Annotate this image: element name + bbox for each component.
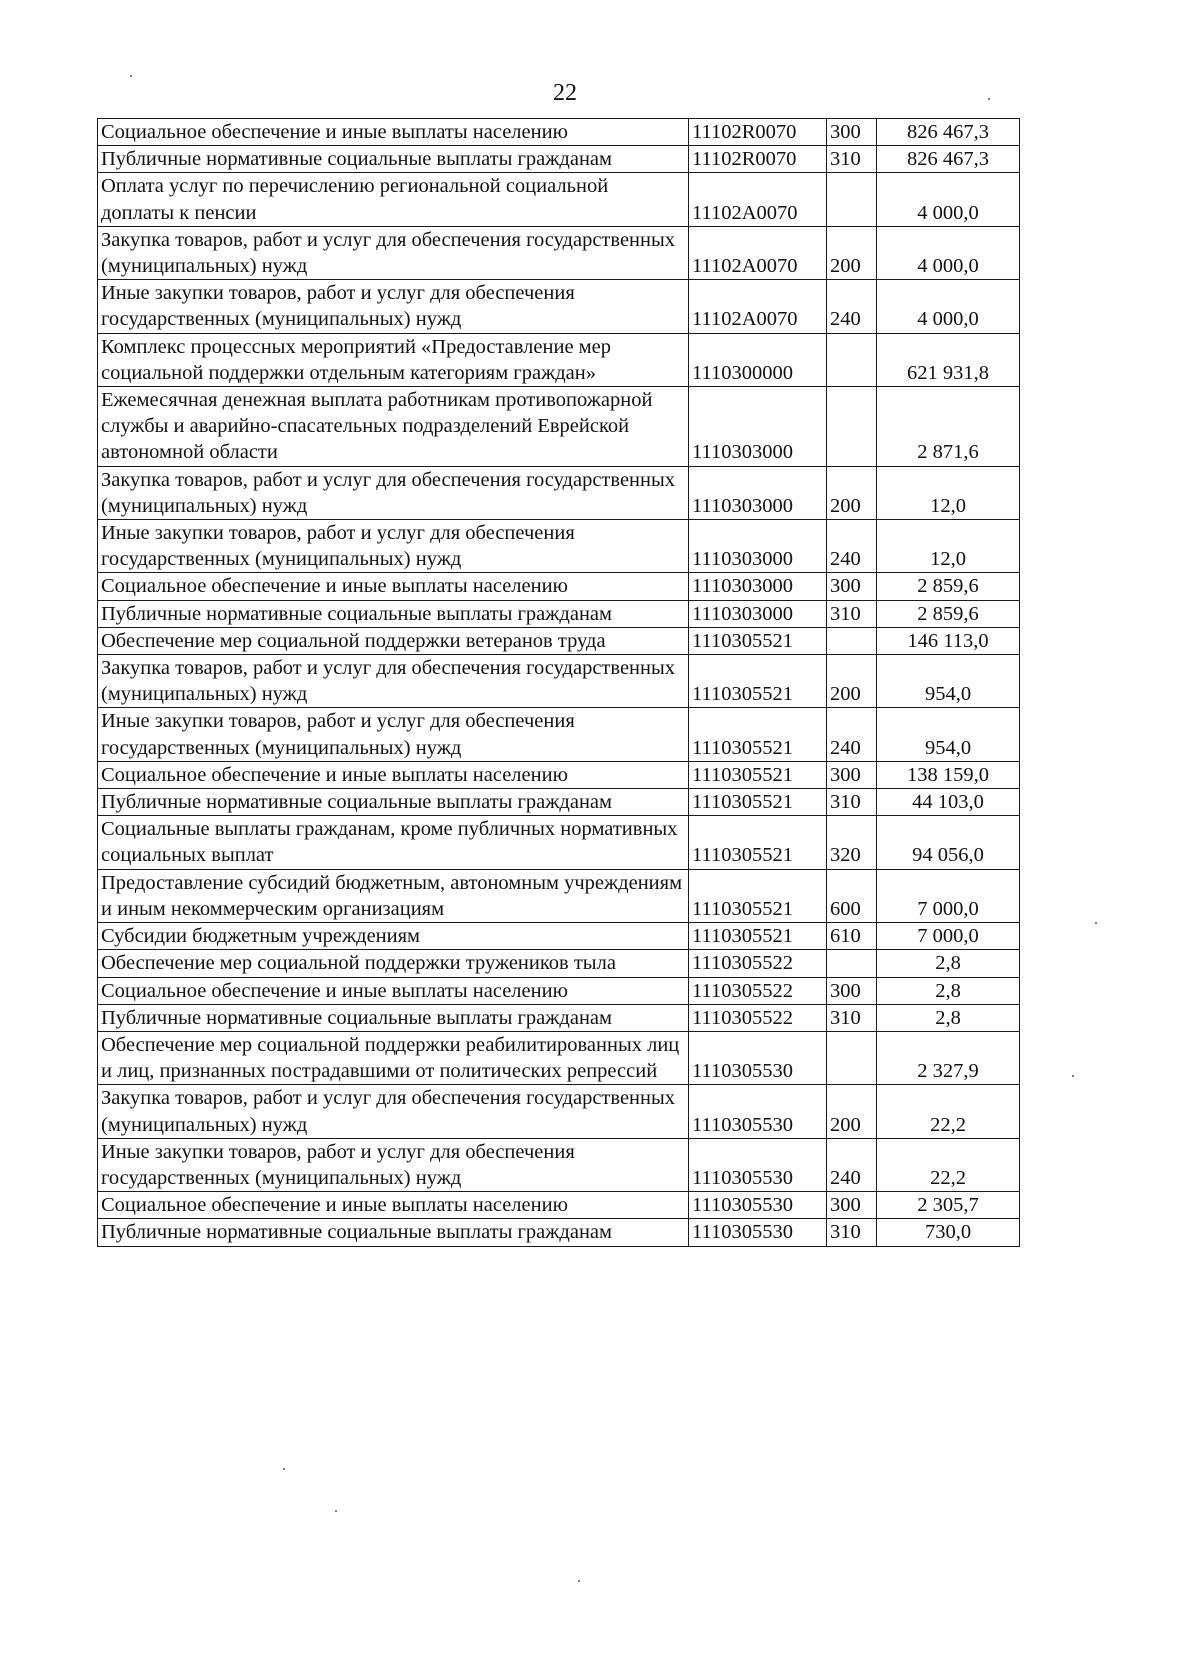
row-sum-cell: 954,0 <box>877 708 1020 761</box>
row-expense-kind-cell: 300 <box>827 1192 877 1219</box>
row-code-cell: 11102A0070 <box>689 226 827 279</box>
row-sum-cell: 22,2 <box>877 1138 1020 1191</box>
table-row <box>98 1085 1020 1138</box>
table-row <box>98 869 1020 922</box>
row-code-cell: 1110305522 <box>689 950 827 977</box>
row-sum-cell: 7 000,0 <box>877 923 1020 950</box>
row-name-cell: Иные закупки товаров, работ и услуг для обеспечения государственных (муниципальных) нужд <box>98 708 689 761</box>
row-sum-cell: 44 103,0 <box>877 789 1020 816</box>
table-row <box>98 600 1020 627</box>
row-name-cell: Публичные нормативные социальные выплаты гражданам <box>98 789 689 816</box>
row-expense-kind-cell <box>827 173 877 226</box>
row-code-cell: 1110305521 <box>689 761 827 788</box>
row-code-cell: 1110305530 <box>689 1219 827 1246</box>
row-sum-cell: 2 327,9 <box>877 1031 1020 1084</box>
table-row <box>98 119 1020 146</box>
table-row <box>98 280 1020 333</box>
row-expense-kind-cell <box>827 627 877 654</box>
row-code-cell: 1110305521 <box>689 708 827 761</box>
row-code-cell: 1110305522 <box>689 977 827 1004</box>
table-row <box>98 387 1020 467</box>
row-expense-kind-cell <box>827 950 877 977</box>
row-sum-cell: 146 113,0 <box>877 627 1020 654</box>
row-sum-cell: 2 305,7 <box>877 1192 1020 1219</box>
row-name-cell: Социальное обеспечение и иные выплаты населению <box>98 977 689 1004</box>
row-name-cell: Ежемесячная денежная выплата работникам противопожарной службы и аварийно-спасательных подразделений Еврейской автономной области <box>98 387 689 467</box>
row-sum-cell: 2,8 <box>877 977 1020 1004</box>
row-expense-kind-cell <box>827 387 877 467</box>
row-sum-cell: 7 000,0 <box>877 869 1020 922</box>
row-expense-kind-cell <box>827 333 877 386</box>
row-sum-cell: 4 000,0 <box>877 226 1020 279</box>
row-expense-kind-cell: 610 <box>827 923 877 950</box>
row-name-cell: Социальное обеспечение и иные выплаты населению <box>98 119 689 146</box>
row-sum-cell: 4 000,0 <box>877 173 1020 226</box>
budget-table-body <box>98 119 1020 1247</box>
table-row <box>98 226 1020 279</box>
row-expense-kind-cell: 240 <box>827 708 877 761</box>
scan-speck <box>988 98 990 100</box>
row-name-cell: Обеспечение мер социальной поддержки тружеников тыла <box>98 950 689 977</box>
row-sum-cell: 4 000,0 <box>877 280 1020 333</box>
row-expense-kind-cell: 240 <box>827 520 877 573</box>
row-name-cell: Иные закупки товаров, работ и услуг для обеспечения государственных (муниципальных) нужд <box>98 1138 689 1191</box>
table-row <box>98 977 1020 1004</box>
row-sum-cell: 12,0 <box>877 466 1020 519</box>
row-expense-kind-cell: 310 <box>827 789 877 816</box>
row-name-cell: Субсидии бюджетным учреждениям <box>98 923 689 950</box>
row-expense-kind-cell <box>827 1031 877 1084</box>
row-sum-cell: 954,0 <box>877 655 1020 708</box>
row-code-cell: 1110303000 <box>689 573 827 600</box>
row-name-cell: Закупка товаров, работ и услуг для обеспечения государственных (муниципальных) нужд <box>98 226 689 279</box>
table-row <box>98 520 1020 573</box>
row-expense-kind-cell: 310 <box>827 1004 877 1031</box>
row-code-cell: 1110305521 <box>689 789 827 816</box>
table-row <box>98 950 1020 977</box>
row-expense-kind-cell: 200 <box>827 655 877 708</box>
table-row <box>98 789 1020 816</box>
row-code-cell: 11102A0070 <box>689 280 827 333</box>
table-row <box>98 573 1020 600</box>
row-code-cell: 1110305521 <box>689 869 827 922</box>
row-name-cell: Социальное обеспечение и иные выплаты населению <box>98 573 689 600</box>
row-code-cell: 1110305522 <box>689 1004 827 1031</box>
scan-speck <box>1095 922 1097 924</box>
row-name-cell: Обеспечение мер социальной поддержки ветеранов труда <box>98 627 689 654</box>
table-row <box>98 816 1020 869</box>
row-sum-cell: 2 859,6 <box>877 573 1020 600</box>
row-expense-kind-cell: 240 <box>827 280 877 333</box>
row-code-cell: 11102R0070 <box>689 146 827 173</box>
row-expense-kind-cell: 310 <box>827 600 877 627</box>
row-expense-kind-cell: 600 <box>827 869 877 922</box>
row-name-cell: Оплата услуг по перечислению региональной социальной доплаты к пенсии <box>98 173 689 226</box>
row-code-cell: 11102A0070 <box>689 173 827 226</box>
row-code-cell: 1110305521 <box>689 816 827 869</box>
row-expense-kind-cell: 200 <box>827 226 877 279</box>
scan-speck <box>283 1468 285 1470</box>
row-expense-kind-cell: 240 <box>827 1138 877 1191</box>
row-expense-kind-cell: 300 <box>827 761 877 788</box>
row-code-cell: 1110305521 <box>689 627 827 654</box>
row-sum-cell: 730,0 <box>877 1219 1020 1246</box>
row-expense-kind-cell: 300 <box>827 573 877 600</box>
table-row <box>98 1031 1020 1084</box>
row-code-cell: 1110300000 <box>689 333 827 386</box>
row-name-cell: Иные закупки товаров, работ и услуг для обеспечения государственных (муниципальных) нужд <box>98 280 689 333</box>
row-sum-cell: 826 467,3 <box>877 119 1020 146</box>
page-number: 22 <box>553 80 577 106</box>
row-name-cell: Закупка товаров, работ и услуг для обеспечения государственных (муниципальных) нужд <box>98 1085 689 1138</box>
row-name-cell: Социальное обеспечение и иные выплаты населению <box>98 761 689 788</box>
table-row <box>98 1138 1020 1191</box>
row-name-cell: Публичные нормативные социальные выплаты гражданам <box>98 1004 689 1031</box>
row-sum-cell: 12,0 <box>877 520 1020 573</box>
row-expense-kind-cell: 200 <box>827 1085 877 1138</box>
row-code-cell: 1110305521 <box>689 923 827 950</box>
row-sum-cell: 94 056,0 <box>877 816 1020 869</box>
row-name-cell: Социальные выплаты гражданам, кроме публичных нормативных социальных выплат <box>98 816 689 869</box>
table-row <box>98 627 1020 654</box>
budget-table <box>97 118 1020 1247</box>
row-expense-kind-cell: 310 <box>827 146 877 173</box>
row-name-cell: Социальное обеспечение и иные выплаты населению <box>98 1192 689 1219</box>
row-name-cell: Обеспечение мер социальной поддержки реабилитированных лиц и лиц, признанных пострадавшими от политических репрессий <box>98 1031 689 1084</box>
table-row <box>98 333 1020 386</box>
row-sum-cell: 138 159,0 <box>877 761 1020 788</box>
row-code-cell: 1110303000 <box>689 466 827 519</box>
row-name-cell: Публичные нормативные социальные выплаты гражданам <box>98 600 689 627</box>
row-code-cell: 11102R0070 <box>689 119 827 146</box>
row-sum-cell: 2 859,6 <box>877 600 1020 627</box>
row-sum-cell: 826 467,3 <box>877 146 1020 173</box>
row-sum-cell: 22,2 <box>877 1085 1020 1138</box>
row-code-cell: 1110305530 <box>689 1085 827 1138</box>
table-row <box>98 1004 1020 1031</box>
row-sum-cell: 2,8 <box>877 1004 1020 1031</box>
row-name-cell: Комплекс процессных мероприятий «Предоставление мер социальной поддержки отдельным категориям граждан» <box>98 333 689 386</box>
table-row <box>98 146 1020 173</box>
row-expense-kind-cell: 300 <box>827 977 877 1004</box>
row-code-cell: 1110305521 <box>689 655 827 708</box>
row-name-cell: Публичные нормативные социальные выплаты гражданам <box>98 146 689 173</box>
scan-speck <box>578 1580 580 1582</box>
row-code-cell: 1110305530 <box>689 1031 827 1084</box>
table-row <box>98 1192 1020 1219</box>
table-row <box>98 466 1020 519</box>
table-row <box>98 923 1020 950</box>
row-expense-kind-cell: 300 <box>827 119 877 146</box>
row-name-cell: Иные закупки товаров, работ и услуг для обеспечения государственных (муниципальных) нужд <box>98 520 689 573</box>
row-code-cell: 1110305530 <box>689 1138 827 1191</box>
row-name-cell: Закупка товаров, работ и услуг для обеспечения государственных (муниципальных) нужд <box>98 655 689 708</box>
table-row <box>98 655 1020 708</box>
table-row <box>98 761 1020 788</box>
row-expense-kind-cell: 310 <box>827 1219 877 1246</box>
row-code-cell: 1110303000 <box>689 520 827 573</box>
row-expense-kind-cell: 320 <box>827 816 877 869</box>
row-code-cell: 1110305530 <box>689 1192 827 1219</box>
scan-speck <box>1072 1075 1074 1077</box>
table-row <box>98 708 1020 761</box>
row-sum-cell: 2 871,6 <box>877 387 1020 467</box>
row-expense-kind-cell: 200 <box>827 466 877 519</box>
row-code-cell: 1110303000 <box>689 600 827 627</box>
table-row <box>98 1219 1020 1246</box>
row-name-cell: Публичные нормативные социальные выплаты гражданам <box>98 1219 689 1246</box>
row-sum-cell: 621 931,8 <box>877 333 1020 386</box>
row-sum-cell: 2,8 <box>877 950 1020 977</box>
scan-speck <box>130 75 132 77</box>
row-name-cell: Закупка товаров, работ и услуг для обеспечения государственных (муниципальных) нужд <box>98 466 689 519</box>
row-code-cell: 1110303000 <box>689 387 827 467</box>
row-name-cell: Предоставление субсидий бюджетным, автономным учреждениям и иным некоммерческим организациям <box>98 869 689 922</box>
scan-speck <box>335 1510 337 1512</box>
table-row <box>98 173 1020 226</box>
